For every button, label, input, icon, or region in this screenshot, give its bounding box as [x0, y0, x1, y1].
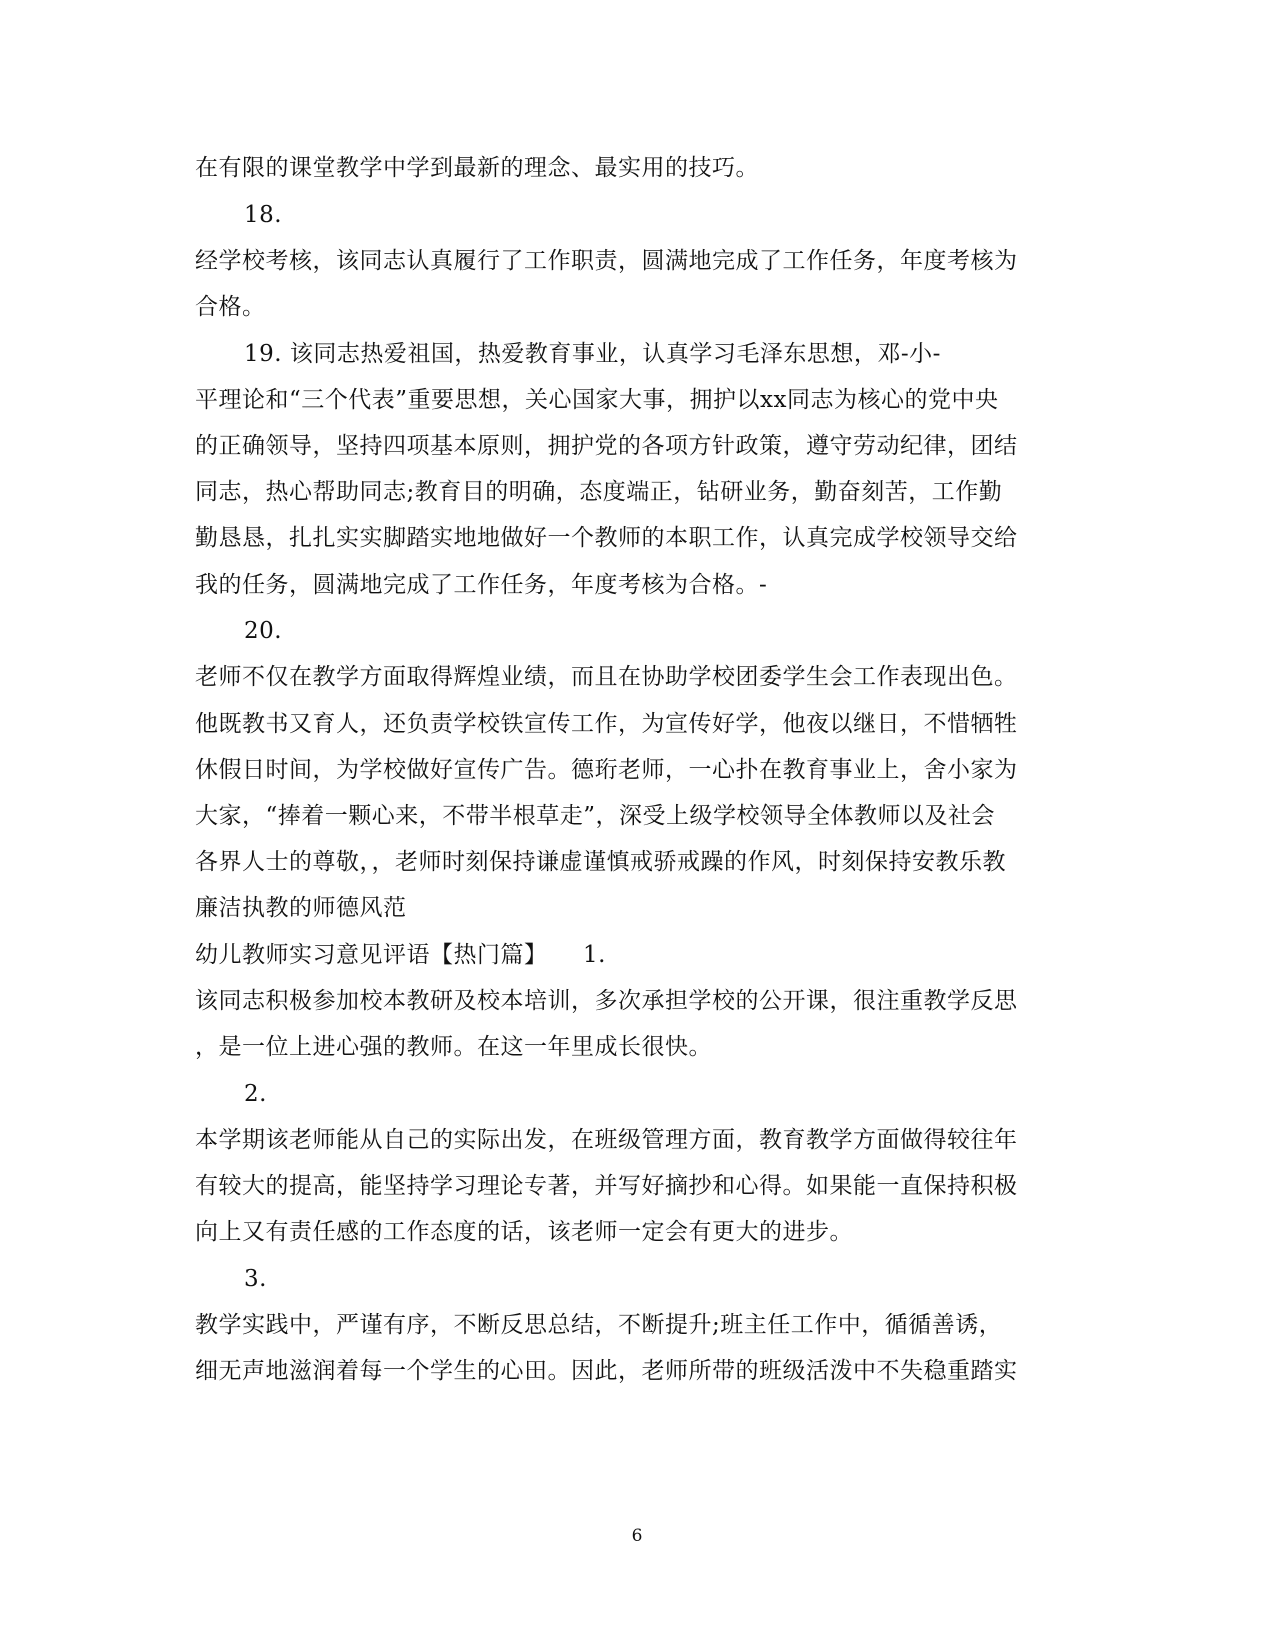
text-line: 的正确领导，坚持四项基本原则，拥护党的各项方针政策，遵守劳动纪律，团结	[195, 433, 1018, 459]
text-line: ，是一位上进心强的教师。在这一年里成长很快。	[195, 1034, 712, 1060]
text-line: 平理论和“三个代表”重要思想，关心国家大事，拥护以xx同志为核心的党中央	[195, 387, 999, 413]
text-line: 有较大的提高，能坚持学习理论专著，并写好摘抄和心得。如果能一直保持积极	[195, 1173, 1018, 1199]
item-number: 2.	[244, 1081, 267, 1107]
text-line: 我的任务，圆满地完成了工作任务，年度考核为合格。-	[195, 572, 768, 598]
text-line: 19. 该同志热爱祖国，热爱教育事业，认真学习毛泽东思想，邓-小-	[244, 341, 941, 367]
text-line: 该同志积极参加校本教研及校本培训，多次承担学校的公开课，很注重教学反思	[195, 988, 1018, 1014]
text-line: 勤恳恳，扎扎实实脚踏实地地做好一个教师的本职工作，认真完成学校领导交给	[195, 525, 1018, 551]
text-line: 教学实践中，严谨有序，不断反思总结，不断提升;班主任工作中，循循善诱，	[195, 1312, 1003, 1338]
text-line: 合格。	[195, 294, 266, 320]
text-line: 各界人士的尊敬，，老师时刻保持谦虚谨慎戒骄戒躁的作风，时刻保持安教乐教	[195, 849, 1006, 875]
item-number: 20.	[244, 618, 283, 644]
text-line: 老师不仅在教学方面取得辉煌业绩，而且在协助学校团委学生会工作表现出色。	[195, 664, 1018, 690]
text-line: 同志，热心帮助同志;教育目的明确，态度端正，钻研业务，勤奋刻苦，工作勤	[195, 479, 1003, 505]
text-line: 大家，“捧着一颗心来，不带半根草走”，深受上级学校领导全体教师以及社会	[195, 803, 996, 829]
page-number: 6	[631, 1526, 643, 1546]
text-line: 向上又有责任感的工作态度的话，该老师一定会有更大的进步。	[195, 1219, 853, 1245]
text-line: 本学期该老师能从自己的实际出发，在班级管理方面，教育教学方面做得较往年	[195, 1127, 1018, 1153]
text-line: 在有限的课堂教学中学到最新的理念、最实用的技巧。	[195, 155, 759, 181]
text-line: 休假日时间，为学校做好宣传广告。德珩老师，一心扑在教育事业上，舍小家为	[195, 757, 1018, 783]
text-line: 细无声地滋润着每一个学生的心田。因此，老师所带的班级活泼中不失稳重踏实	[195, 1358, 1018, 1384]
text-line: 廉洁执教的师德风范	[195, 895, 407, 921]
item-number: 3.	[244, 1266, 267, 1292]
section-heading: 幼儿教师实习意见评语【热门篇】 1.	[195, 942, 606, 968]
text-line: 经学校考核，该同志认真履行了工作职责，圆满地完成了工作任务，年度考核为	[195, 248, 1018, 274]
item-number: 18.	[244, 202, 283, 228]
text-line: 他既教书又育人，还负责学校铁宣传工作，为宣传好学，他夜以继日，不惜牺牲	[195, 711, 1018, 737]
